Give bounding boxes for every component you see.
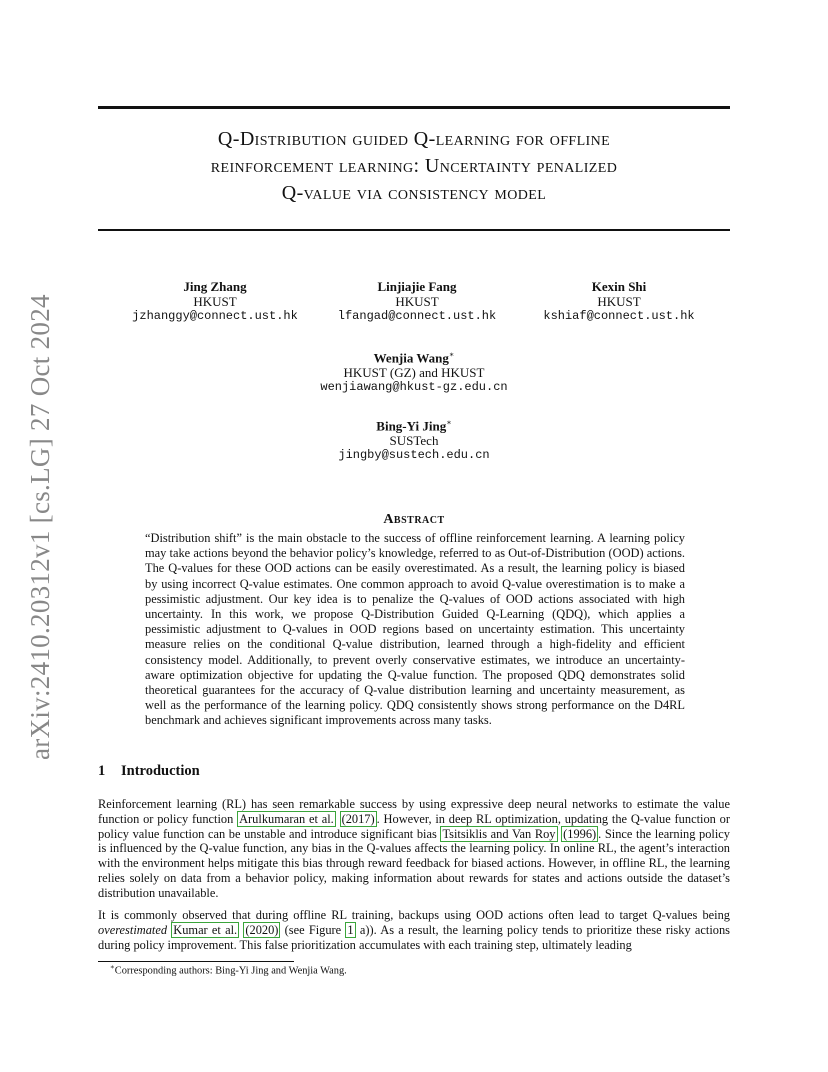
author-email[interactable]: wenjiawang@hkust-gz.edu.cn [320, 380, 508, 395]
author-name: Linjiajie Fang [377, 279, 457, 294]
footnote-text: Corresponding authors: Bing-Yi Jing and Wenjia Wang. [114, 965, 347, 977]
author-block [332, 279, 502, 324]
author-name: Bing-Yi Jing∗ [376, 418, 452, 434]
citation-year-link[interactable]: (2017) [341, 811, 375, 826]
footnote-mark: ∗ [110, 963, 115, 971]
author-affiliation: HKUST (GZ) and HKUST [343, 365, 485, 381]
abstract-heading: Abstract [383, 512, 445, 527]
footnote [110, 963, 347, 976]
author-email[interactable]: jzhanggy@connect.ust.hk [132, 309, 298, 323]
citation-link[interactable]: Arulkumaran et al. [239, 811, 334, 826]
title-line: reinforcement learning: Uncertainty penalized [210, 155, 618, 177]
title-bottom-rule [98, 229, 730, 231]
footnote-rule [98, 961, 294, 962]
intro-paragraph-2: It is commonly observed that during offline RL training, backups using OOD actions often lead to target Q-values being overestimated Kumar et al. (2020) (see Figure 1 a)). As a result, the learning policy tends to prioritize these risky actions during policy improvement. This false prioritization accumulates with each training step, ultimately leading [98, 908, 730, 952]
citation-link[interactable]: Tsitsiklis and Van Roy [442, 826, 556, 841]
author-email[interactable]: lfangad@connect.ust.hk [337, 309, 497, 323]
author-affiliation: HKUST [395, 294, 439, 309]
author-email[interactable]: kshiaf@connect.ust.hk [543, 309, 695, 323]
abstract-text: “Distribution shift” is the main obstacle to the success of offline reinforcement learning. A learning policy may take actions beyond the behavior policy’s knowledge, referred to as Out-of-Distribution (OOD) actions. The Q-values for these OOD actions can be easily overestimated. As a result, the learning policy is biased by using incorrect Q-value estimates. One common approach to avoid Q-value overestimation is to make a pessimistic adjustment. Our key idea is to penalize the Q-values of OOD actions associated with high uncertainty. In this work, we propose Q-Distribution Guided Q-Learning (QDQ), which applies a pessimistic adjustment to Q-values in OOD regions based on uncertainty estimation. This uncertainty measure relies on the conditional Q-value distribution, learned through a high-fidelity and efficient consistency model. Additionally, to prevent overly conservative estimates, we introduce an uncertainty-aware optimization objective for updating the Q-value function. The proposed QDQ demonstrates solid theoretical guarantees for the accuracy of Q-value distribution learning and uncertainty measurement, as well as the performance of the learning policy. QDQ consistently shows strong performance on the D4RL benchmark and achieves significant improvements across many tasks. [145, 531, 685, 728]
author-name: Kexin Shi [591, 279, 647, 294]
author-block [130, 279, 300, 324]
figure-reference-link[interactable]: 1 [347, 922, 354, 937]
author-affiliation: HKUST [193, 294, 237, 309]
author-email[interactable]: jingby@sustech.edu.cn [338, 448, 490, 463]
title-top-rule [98, 106, 730, 109]
section-number: 1 [98, 763, 106, 779]
corresponding-mark: ∗ [448, 350, 455, 359]
title-line: Q-Distribution guided Q-learning for offline [217, 128, 611, 150]
corresponding-mark: ∗ [446, 418, 452, 427]
author-block [534, 279, 704, 324]
author-affiliation: HKUST [597, 294, 641, 309]
author-name: Wenjia Wang∗ [373, 350, 455, 366]
section-heading [98, 763, 200, 780]
author-block [304, 415, 524, 463]
citation-link[interactable]: Kumar et al. [173, 922, 238, 937]
citation-year-link[interactable]: (2020) [245, 922, 279, 937]
section-title: Introduction [121, 763, 200, 779]
title-line: Q-value via consistency model [281, 182, 547, 204]
author-affiliation: SUSTech [389, 433, 439, 449]
arxiv-identifier: arXiv:2410.20312v1 [cs.LG] 27 Oct 2024 [25, 294, 55, 760]
citation-year-link[interactable]: (1996) [563, 826, 597, 841]
paper-title [98, 126, 730, 207]
author-block [304, 347, 524, 395]
intro-paragraph-1: Reinforcement learning (RL) has seen remarkable success by using expressive deep neural networks to estimate the value function or policy function Arulkumaran et al. (2017) . However, in deep RL optimization, updating the Q-value function or policy value function can be unstable and introduce significant bias Tsitsiklis and Van Roy (1996) . Since the learning policy is influenced by the Q-value function, any bias in the Q-values affects the learning policy. In online RL, the agent’s interaction with the environment helps mitigate this bias through reward feedback for biased actions. However, in offline RL, the learning relies solely on data from a behavior policy, making information about rewards for states and actions outside the dataset’s distribution unavailable. [98, 797, 730, 900]
author-name: Jing Zhang [183, 279, 247, 294]
emphasis-text: overestimated [98, 922, 168, 937]
